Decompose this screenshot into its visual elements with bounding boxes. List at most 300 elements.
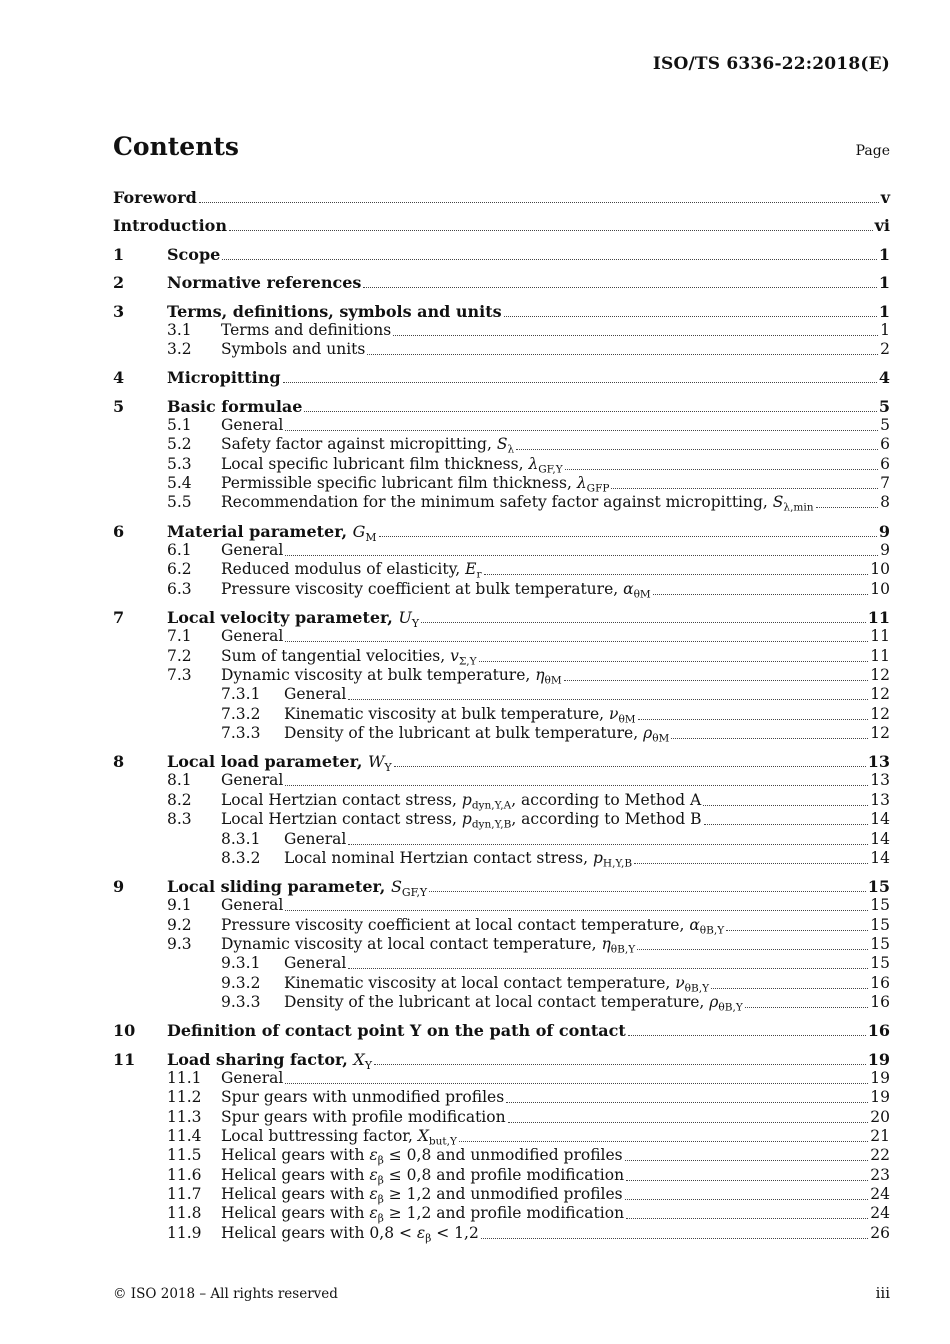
toc-entry-page: 15 [870, 935, 890, 953]
toc-entry-title [284, 993, 743, 1014]
toc-entry-title-text: Sum of tangential velocities, [221, 647, 451, 665]
toc-entry[interactable] [113, 560, 890, 580]
toc-entry-title-text: Safety factor against micropitting, [221, 435, 497, 453]
toc-entry-title-text: Density of the lubricant at local contact temperature, [284, 993, 710, 1011]
toc-entry-title [113, 216, 227, 235]
dot-leader [703, 801, 868, 806]
toc-entry[interactable] [113, 273, 890, 293]
toc-entry-subscript: θB,Y [699, 924, 725, 937]
toc-entry-title [221, 340, 365, 358]
dot-leader [625, 1156, 869, 1161]
toc-entry-title [167, 245, 220, 264]
dot-leader [222, 255, 877, 260]
toc-entry[interactable] [113, 896, 890, 916]
toc-entry-number: 6.3 [167, 580, 192, 598]
toc-entry-title-text: Spur gears with profile modification [221, 1108, 506, 1126]
toc-entry-title-text: Local velocity parameter, [167, 608, 399, 627]
toc-entry-subscript: θM [652, 732, 670, 745]
toc-entry-page: 13 [870, 791, 890, 809]
dot-leader [199, 198, 879, 203]
toc-entry-symbol: E [465, 560, 477, 578]
dot-leader [626, 1214, 868, 1219]
toc-entry-title-text: Local load parameter, [167, 752, 368, 771]
toc-entry-page: 19 [870, 1088, 890, 1106]
dot-leader [506, 1098, 868, 1103]
toc-entry[interactable] [113, 245, 890, 265]
toc-entry-title [284, 849, 633, 870]
toc-entry-symbol: p [461, 791, 472, 809]
toc-entry-subscript: but,Y [428, 1135, 457, 1148]
toc-entry[interactable] [113, 877, 890, 897]
toc-entry-title [221, 791, 702, 812]
toc-entry[interactable] [113, 974, 890, 994]
toc-entry-number: 8 [113, 752, 125, 771]
toc-entry-symbol: ρ [709, 993, 719, 1011]
toc-entry-page: 19 [870, 1069, 890, 1087]
toc-entry-number: 5.3 [167, 455, 192, 473]
toc-entry-title-text: Helical gears with [221, 1146, 370, 1164]
toc-entry-number: 7.1 [167, 627, 192, 645]
copyright-notice: © ISO 2018 – All rights reserved [113, 1286, 338, 1302]
toc-entry-number: 6.1 [167, 541, 192, 559]
toc-entry[interactable] [113, 1204, 890, 1224]
toc-entry-subscript: GFP [586, 482, 610, 495]
toc-entry-title-text: Pressure viscosity coefficient at bulk temperature, [221, 580, 624, 598]
toc-entry-title [221, 627, 283, 645]
document-id: ISO/TS 6336-22:2018(E) [652, 54, 890, 74]
toc-entry-title-tail: , according to Method A [511, 791, 702, 809]
toc-entry[interactable] [113, 752, 890, 772]
toc-entry-subscript: dyn,Y,A [471, 799, 512, 812]
toc-entry-number: 11.1 [167, 1069, 202, 1087]
toc-entry[interactable] [113, 302, 890, 322]
toc-entry-title [221, 810, 702, 831]
toc-entry-number: 7 [113, 608, 125, 627]
toc-entry-title [221, 647, 477, 668]
dot-leader [611, 484, 878, 489]
toc-entry[interactable] [113, 627, 890, 647]
toc-entry-title-text: Local Hertzian contact stress, [221, 791, 462, 809]
toc-entry-title-text: Density of the lubricant at bulk temperature, [284, 724, 644, 742]
toc-entry[interactable] [113, 1127, 890, 1147]
dot-leader [367, 350, 878, 355]
toc-entry[interactable] [113, 1108, 890, 1128]
toc-entry-page: 15 [870, 954, 890, 972]
toc-entry-title [221, 1069, 283, 1087]
toc-entry-title [221, 493, 814, 514]
toc-entry-title [221, 896, 283, 914]
toc-entry-page: 12 [870, 666, 890, 684]
toc-entry[interactable] [113, 993, 890, 1013]
toc-entry-page: 5 [880, 416, 890, 434]
toc-entry-title-text: Local nominal Hertzian contact stress, [284, 849, 593, 867]
toc-entry-title [221, 1224, 479, 1245]
toc-entry-title-text: Helical gears with [221, 1185, 370, 1203]
dot-leader [285, 906, 868, 911]
toc-entry-title [167, 1021, 626, 1040]
toc-entry-page: 9 [878, 522, 890, 541]
dot-leader [816, 503, 879, 508]
dot-leader [711, 984, 868, 989]
toc-entry[interactable] [113, 954, 890, 974]
dot-leader [481, 1234, 868, 1239]
toc-entry-title [221, 935, 636, 956]
toc-entry-title [221, 541, 283, 559]
dot-leader [625, 1195, 869, 1200]
toc-entry[interactable] [113, 685, 890, 705]
toc-entry-page: 1 [878, 245, 890, 264]
toc-entry-symbol: α [689, 916, 700, 934]
toc-entry-subscript: Σ,Y [458, 655, 477, 668]
toc-entry-title-tail: ≥ 1,2 and unmodified profiles [383, 1185, 623, 1203]
toc-entry-page: 13 [867, 752, 890, 771]
toc-entry-number: 11.6 [167, 1166, 202, 1184]
toc-entry-number: 11 [113, 1050, 136, 1069]
toc-entry-title [167, 522, 377, 544]
toc-entry-title-text: Scope [167, 245, 221, 264]
toc-entry-page: 16 [867, 1021, 890, 1040]
toc-entry-number: 10 [113, 1021, 136, 1040]
toc-entry-number: 11.5 [167, 1146, 202, 1164]
toc-entry-title-tail: ≥ 1,2 and profile modification [383, 1204, 625, 1222]
toc-entry-title-tail: < 1,2 [431, 1224, 479, 1242]
toc-entry[interactable] [113, 705, 890, 725]
toc-entry-subscript: H,Y,B [602, 857, 633, 870]
toc-entry-subscript: r [476, 568, 482, 581]
dot-leader [504, 312, 877, 317]
toc-entry-symbol: α [623, 580, 634, 598]
dot-leader [283, 378, 877, 383]
toc-entry-page: 12 [870, 685, 890, 703]
toc-entry[interactable] [113, 216, 890, 236]
toc-entry-title [284, 954, 346, 972]
toc-entry[interactable] [113, 810, 890, 830]
dot-leader [304, 407, 876, 412]
toc-entry-title-text: General [221, 896, 284, 914]
toc-entry-page: 15 [870, 896, 890, 914]
dot-leader [564, 676, 869, 681]
toc-entry-number: 5.1 [167, 416, 192, 434]
toc-entry-page: 11 [867, 608, 890, 627]
toc-entry-page: 19 [867, 1050, 890, 1069]
toc-entry-page: 11 [870, 627, 890, 645]
toc-entry-number: 11.9 [167, 1224, 202, 1242]
toc-entry[interactable] [113, 397, 890, 417]
toc-entry-subscript: λ,min [783, 501, 814, 514]
toc-entry-number: 9.3.2 [221, 974, 261, 992]
toc-entry-subscript: M [365, 530, 377, 544]
toc-entry-page: 24 [870, 1204, 890, 1222]
toc-entry-title-text: General [221, 416, 284, 434]
toc-entry-number: 6.2 [167, 560, 192, 578]
toc-entry-number: 1 [113, 245, 125, 264]
dot-leader [229, 226, 873, 231]
toc-entry-title-text: Foreword [113, 188, 197, 207]
toc-entry[interactable] [113, 368, 890, 388]
toc-entry-title [284, 724, 670, 745]
toc-entry-title-text: Permissible specific lubricant film thickness, [221, 474, 577, 492]
toc-entry-subscript: θB,Y [610, 943, 636, 956]
toc-entry-page: 12 [870, 705, 890, 723]
toc-entry-title-text: Local buttressing factor, [221, 1127, 418, 1145]
toc-entry-title-text: Basic formulae [167, 397, 303, 416]
toc-entry-title [284, 705, 636, 726]
toc-entry-symbol: ε [416, 1224, 426, 1242]
dot-leader [479, 657, 869, 662]
toc-entry-title [221, 435, 515, 456]
toc-entry-page: 1 [878, 302, 890, 321]
toc-entry-number: 11.2 [167, 1088, 202, 1106]
dot-leader [421, 618, 866, 623]
toc-entry-title-text: Terms, definitions, symbols and units [167, 302, 502, 321]
toc-entry-title [221, 1108, 506, 1126]
toc-entry-title [167, 752, 392, 774]
toc-entry-title-text: Helical gears with [221, 1166, 370, 1184]
toc-entry-title-tail: , according to Method B [511, 810, 702, 828]
dot-leader [285, 1079, 868, 1084]
toc-entry-number: 7.3 [167, 666, 192, 684]
toc-entry-number: 9.3.3 [221, 993, 261, 1011]
toc-entry-title [221, 1127, 457, 1148]
toc-entry-subscript: dyn,Y,B [471, 818, 512, 831]
toc-entry-title [284, 830, 346, 848]
toc-entry-title [221, 560, 482, 581]
toc-entry-symbol: ν [675, 974, 685, 992]
dot-leader [565, 465, 878, 470]
toc-entry[interactable] [113, 455, 890, 475]
toc-entry-subscript: Y [411, 616, 420, 630]
toc-entry[interactable] [113, 1166, 890, 1186]
toc-entry-title [221, 1088, 504, 1106]
toc-entry[interactable] [113, 340, 890, 360]
toc-entry-title [284, 974, 710, 995]
toc-entry-number: 8.1 [167, 771, 192, 789]
toc-entry-title-text: Reduced modulus of elasticity, [221, 560, 466, 578]
toc-entry[interactable] [113, 608, 890, 628]
toc-entry[interactable] [113, 666, 890, 686]
toc-entry[interactable] [113, 493, 890, 513]
dot-leader [348, 695, 868, 700]
toc-entry-title-text: General [221, 1069, 284, 1087]
toc-entry-page: 9 [880, 541, 890, 559]
toc-entry-page: 14 [870, 830, 890, 848]
toc-entry[interactable] [113, 1224, 890, 1244]
toc-entry-title-text: Recommendation for the minimum safety factor against micropitting, [221, 493, 773, 511]
toc-entry-subscript: Y [364, 1058, 372, 1072]
toc-entry-title-text: Dynamic viscosity at bulk temperature, [221, 666, 536, 684]
toc-entry-title-text: Local sliding parameter, [167, 877, 391, 896]
toc-entry[interactable] [113, 474, 890, 494]
toc-entry-title [167, 273, 361, 292]
toc-entry-title [221, 321, 391, 339]
toc-entry-number: 4 [113, 368, 125, 387]
toc-entry[interactable] [113, 188, 890, 208]
toc-entry-title [221, 474, 610, 495]
page-title: Contents [113, 132, 240, 161]
toc-entry[interactable] [113, 791, 890, 811]
toc-entry-title-text: Kinematic viscosity at local contact temperature, [284, 974, 676, 992]
toc-entry-title [113, 188, 197, 207]
toc-entry-subscript: θM [633, 588, 651, 601]
dot-leader [459, 1137, 868, 1142]
toc-entry[interactable] [113, 849, 890, 869]
toc-entry-title-text: Micropitting [167, 368, 281, 387]
toc-entry[interactable] [113, 1050, 890, 1070]
toc-entry-page: 10 [870, 580, 890, 598]
toc-entry[interactable] [113, 1021, 890, 1041]
toc-entry-title-text: Material parameter, [167, 522, 353, 541]
toc-entry-title-text: Helical gears with [221, 1204, 370, 1222]
toc-entry-number: 9.3 [167, 935, 192, 953]
toc-entry-page: 1 [880, 321, 890, 339]
toc-entry-page: 12 [870, 724, 890, 742]
toc-entry[interactable] [113, 541, 890, 561]
toc-entry-page: 15 [867, 877, 890, 896]
toc-entry-page: v [880, 188, 890, 207]
dot-leader [634, 859, 868, 864]
toc-entry-title [167, 397, 302, 416]
toc-entry-title [221, 416, 283, 434]
toc-entry-page: 22 [870, 1146, 890, 1164]
toc-entry-subscript: β [377, 1174, 384, 1187]
toc-entry-page: 7 [880, 474, 890, 492]
toc-entry-title-text: Kinematic viscosity at bulk temperature, [284, 705, 610, 723]
toc-entry-title [221, 916, 725, 937]
toc-entry-page: 10 [870, 560, 890, 578]
toc-entry-title-text: General [221, 627, 284, 645]
toc-entry[interactable] [113, 1088, 890, 1108]
toc-entry-title [221, 666, 562, 687]
toc-entry-title-text: General [284, 954, 347, 972]
toc-entry-subscript: β [377, 1193, 384, 1206]
toc-entry[interactable] [113, 935, 890, 955]
dot-leader [671, 734, 868, 739]
toc-entry-symbol: p [592, 849, 603, 867]
toc-entry[interactable] [113, 416, 890, 436]
toc-entry-subscript: θM [544, 674, 562, 687]
toc-entry[interactable] [113, 435, 890, 455]
toc-entry-symbol: p [461, 810, 472, 828]
toc-entry-subscript: θM [618, 713, 636, 726]
toc-entry-number: 8.3 [167, 810, 192, 828]
toc-entry-title-tail: ≤ 0,8 and profile modification [383, 1166, 625, 1184]
toc-entry-title-text: General [284, 830, 347, 848]
toc-entry[interactable] [113, 771, 890, 791]
toc-entry-symbol: S [496, 435, 508, 453]
toc-entry[interactable] [113, 321, 890, 341]
toc-entry-title [221, 1185, 623, 1206]
page-number: iii [875, 1284, 890, 1302]
toc-entry-title-text: Spur gears with unmodified profiles [221, 1088, 505, 1106]
toc-entry-number: 9 [113, 877, 125, 896]
dot-leader [516, 445, 878, 450]
toc-entry-page: 5 [878, 397, 890, 416]
toc-entry-title-text: Pressure viscosity coefficient at local contact temperature, [221, 916, 690, 934]
dot-leader [704, 820, 869, 825]
toc-entry-page: 13 [870, 771, 890, 789]
toc-entry-symbol: W [368, 752, 385, 771]
dot-leader [348, 964, 868, 969]
dot-leader [285, 551, 878, 556]
toc-entry-symbol: λ [576, 474, 587, 492]
toc-entry-number: 11.3 [167, 1108, 202, 1126]
dot-leader [363, 283, 876, 288]
dot-leader [374, 1060, 866, 1065]
toc-entry[interactable] [113, 724, 890, 744]
toc-entry-title-text: Local specific lubricant film thickness, [221, 455, 529, 473]
toc-entry-subscript: β [425, 1232, 432, 1245]
dot-leader [285, 781, 868, 786]
toc-entry-page: 6 [880, 435, 890, 453]
toc-entry-title [221, 1166, 625, 1187]
toc-entry-number: 9.3.1 [221, 954, 261, 972]
toc-entry-subscript: θB,Y [684, 982, 710, 995]
toc-entry-title [167, 368, 281, 387]
toc-entry-title-text: Normative references [167, 273, 362, 292]
toc-entry-page: 4 [878, 368, 890, 387]
toc-entry-page: 8 [880, 493, 890, 511]
toc-entry-symbol: ν [609, 705, 619, 723]
toc-entry-subscript: β [377, 1154, 384, 1167]
dot-leader [726, 926, 868, 931]
toc-entry-page: 14 [870, 849, 890, 867]
toc-entry-number: 2 [113, 273, 125, 292]
dot-leader [626, 1176, 868, 1181]
toc-entry[interactable] [113, 522, 890, 542]
dot-leader [285, 637, 868, 642]
toc-entry-page: 20 [870, 1108, 890, 1126]
toc-entry-symbol: U [398, 608, 412, 627]
toc-entry-number: 8.2 [167, 791, 192, 809]
toc-entry[interactable] [113, 1069, 890, 1089]
toc-entry-symbol: X [353, 1050, 365, 1069]
toc-entry-number: 9.2 [167, 916, 192, 934]
dot-leader [638, 715, 869, 720]
toc-entry-title [221, 1204, 625, 1225]
toc-entry[interactable] [113, 647, 890, 667]
toc-entry-number: 11.8 [167, 1204, 202, 1222]
toc-entry[interactable] [113, 916, 890, 936]
toc-entry-number: 9.1 [167, 896, 192, 914]
dot-leader [394, 762, 866, 767]
toc-entry-symbol: X [417, 1127, 429, 1145]
toc-entry-number: 3.1 [167, 321, 192, 339]
toc-entry-title-text: Local Hertzian contact stress, [221, 810, 462, 828]
toc-entry-subscript: Y [384, 760, 392, 774]
dot-leader [745, 1003, 868, 1008]
dot-leader [484, 570, 869, 575]
toc-entry[interactable] [113, 580, 890, 600]
toc-entry-symbol: S [772, 493, 784, 511]
toc-entry[interactable] [113, 1185, 890, 1205]
toc-entry-number: 5 [113, 397, 125, 416]
toc-entry-title-text: Definition of contact point Y on the path of contact [167, 1021, 626, 1040]
dot-leader [429, 887, 866, 892]
toc-entry-symbol: η [601, 935, 611, 953]
toc-entry-page: 11 [870, 647, 890, 665]
toc-entry-title [167, 302, 502, 321]
dot-leader [637, 945, 868, 950]
toc-entry-number: 8.3.1 [221, 830, 261, 848]
toc-entry-title-tail: ≤ 0,8 and unmodified profiles [383, 1146, 623, 1164]
toc-entry-page: 16 [870, 974, 890, 992]
toc-entry-number: 3 [113, 302, 125, 321]
toc-entry[interactable] [113, 830, 890, 850]
toc-entry[interactable] [113, 1146, 890, 1166]
toc-entry-title-text: General [221, 771, 284, 789]
toc-entry-number: 11.7 [167, 1185, 202, 1203]
toc-entry-page: 24 [870, 1185, 890, 1203]
